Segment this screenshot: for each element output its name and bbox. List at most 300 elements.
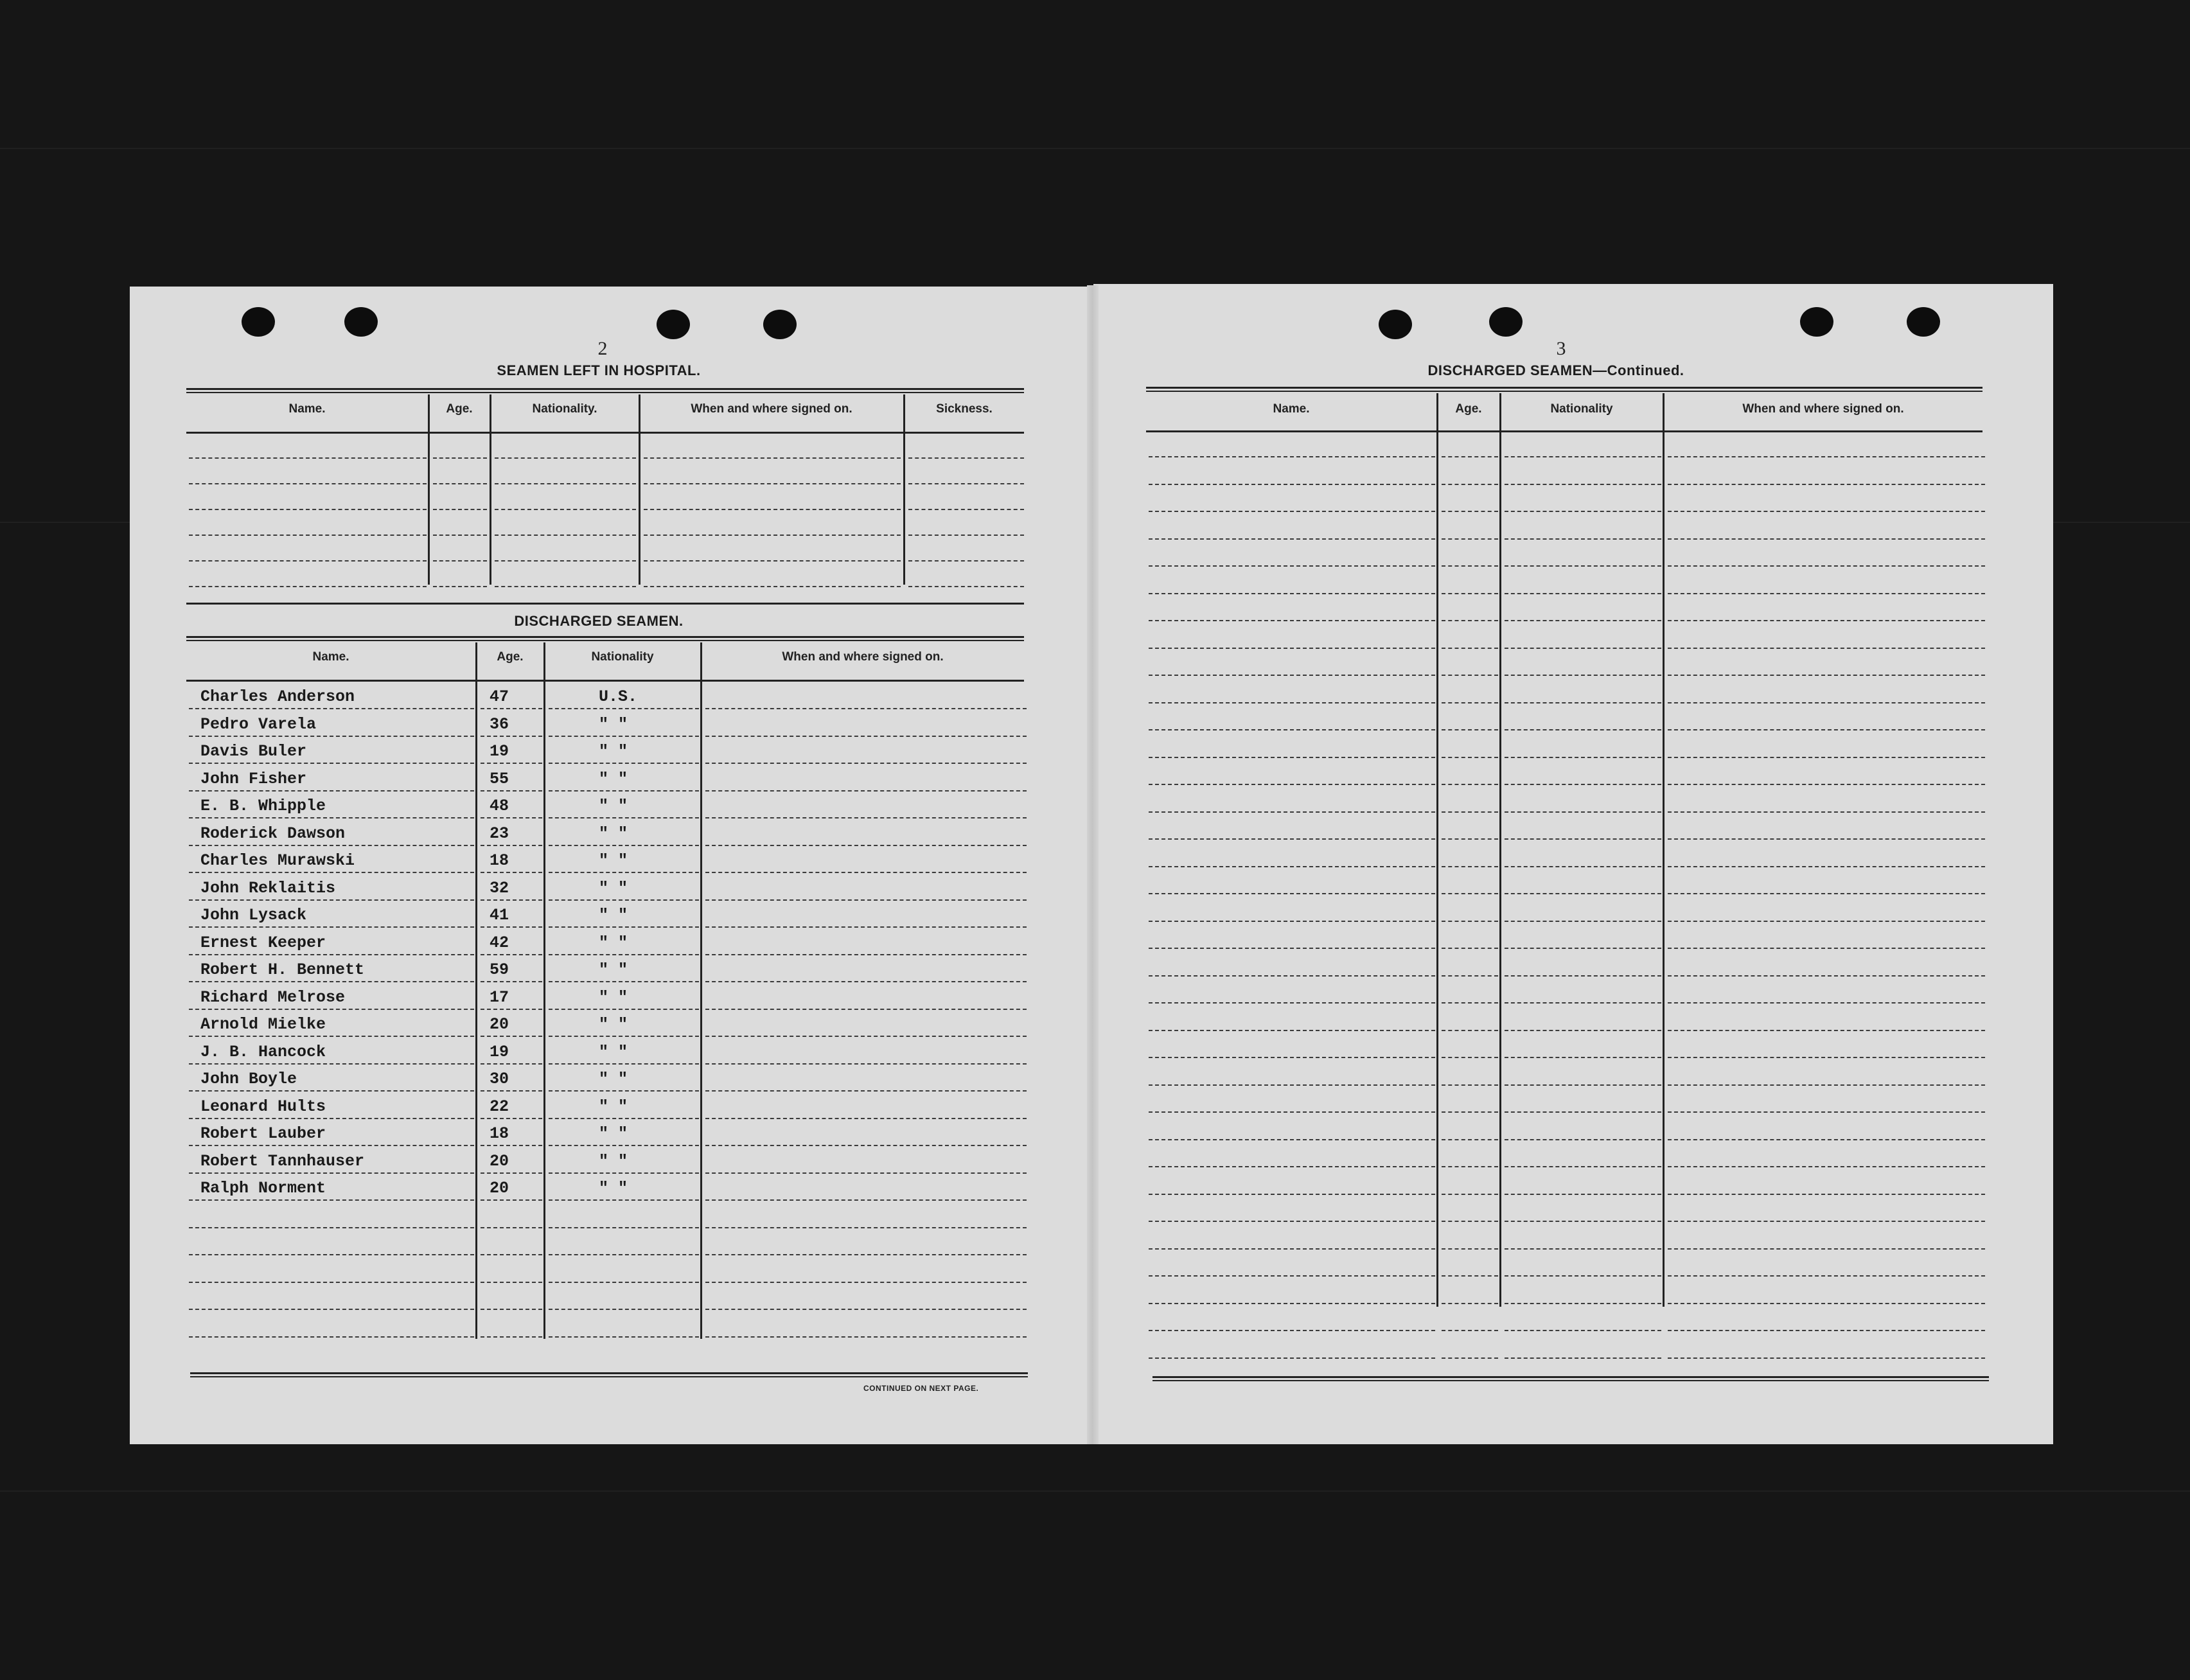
ruled-line [1442, 1111, 1498, 1113]
ruled-line [1505, 1194, 1661, 1195]
ruled-line [1149, 675, 1435, 676]
ruled-line [481, 1145, 542, 1146]
ruled-line [1149, 811, 1435, 813]
table-row [130, 958, 1029, 984]
ruled-line [705, 981, 1027, 982]
seaman-nationality: " " [599, 1151, 628, 1171]
ruled-line [1668, 456, 1985, 457]
ruled-line [1505, 484, 1661, 485]
ruled-line [908, 483, 1024, 484]
ruled-line [549, 845, 699, 846]
ruled-line [189, 535, 427, 536]
ruled-line [705, 1172, 1027, 1174]
ruled-line [481, 736, 542, 737]
ruled-line [189, 1036, 474, 1037]
ruled-line [549, 1336, 699, 1338]
ruled-line [1668, 511, 1985, 512]
ruled-line [1149, 456, 1435, 457]
ruled-line [189, 763, 474, 764]
ruled-line [189, 1145, 474, 1146]
ruled-line [1149, 565, 1435, 567]
ruled-line [481, 1172, 542, 1174]
ruled-line [1668, 1194, 1985, 1195]
ruled-line [481, 981, 542, 982]
ruled-line [189, 586, 427, 587]
ruled-line [549, 1282, 699, 1283]
ruled-line [1505, 1357, 1661, 1359]
ruled-line [549, 1227, 699, 1228]
ruled-line [908, 586, 1024, 587]
col-name: Name. [1273, 402, 1310, 416]
seaman-name: Roderick Dawson [200, 824, 346, 843]
ruled-line [1505, 866, 1661, 867]
ruled-line [1505, 1111, 1661, 1113]
ruled-line [1505, 593, 1661, 594]
table-row [130, 931, 1029, 957]
ruled-line [705, 1090, 1027, 1092]
ruled-line [1149, 1330, 1435, 1331]
ruled-line [705, 899, 1027, 901]
ruled-line [1149, 1139, 1435, 1140]
ruled-line [1442, 593, 1498, 594]
ruled-line [1505, 1303, 1661, 1304]
ruled-line [1668, 593, 1985, 594]
ruled-line [1505, 811, 1661, 813]
ruled-line [433, 535, 487, 536]
seaman-age: 17 [490, 987, 509, 1007]
ruled-line [549, 899, 699, 901]
ruled-line [1149, 1303, 1435, 1304]
ruled-line [1149, 1248, 1435, 1250]
ruled-line [481, 954, 542, 955]
ruled-line [1149, 1194, 1435, 1195]
ruled-line [1149, 538, 1435, 540]
ruled-line [1442, 1248, 1498, 1250]
ruled-line [1149, 1030, 1435, 1031]
table-row [130, 1095, 1029, 1120]
ruled-line [644, 457, 901, 459]
ruled-line [433, 483, 487, 484]
ruled-line [189, 457, 427, 459]
ruled-line [1149, 511, 1435, 512]
seaman-age: 41 [490, 906, 509, 924]
punch-hole [344, 307, 378, 337]
ruled-line [1668, 538, 1985, 540]
seaman-age: 42 [490, 933, 509, 952]
ruled-line [705, 1309, 1027, 1310]
punch-hole [1489, 307, 1523, 337]
seaman-age: 23 [490, 824, 509, 843]
ruled-line [1442, 811, 1498, 813]
ruled-line [1505, 1166, 1661, 1167]
col-signed-on: When and where signed on. [782, 650, 944, 664]
ruled-line [481, 817, 542, 818]
ruled-line [481, 1254, 542, 1255]
book-fold [1087, 285, 1099, 1444]
ruled-line [1668, 729, 1985, 730]
col-sickness: Sickness. [936, 402, 993, 416]
ruled-line [1149, 1166, 1435, 1167]
seaman-age: 47 [490, 687, 509, 706]
ruled-line [1505, 1139, 1661, 1140]
ruled-line [1505, 784, 1661, 785]
ruled-line [1442, 893, 1498, 894]
ruled-line [1442, 1221, 1498, 1222]
ruled-line [189, 954, 474, 955]
ruled-line [1149, 838, 1435, 840]
ruled-line [1668, 565, 1985, 567]
punch-hole [1907, 307, 1940, 337]
ruled-line [481, 1282, 542, 1283]
col-nationality: Nationality [591, 650, 654, 664]
ruled-line [644, 586, 901, 587]
ruled-line [1149, 921, 1435, 922]
ruled-line [705, 1063, 1027, 1065]
seaman-nationality: " " [599, 851, 628, 870]
ruled-line [549, 736, 699, 737]
ruled-line [644, 535, 901, 536]
ruled-line [1149, 1002, 1435, 1004]
ruled-line [549, 926, 699, 928]
ruled-line [1442, 1139, 1498, 1140]
punch-hole [242, 307, 275, 337]
ruled-line [705, 1254, 1027, 1255]
ruled-line [1442, 511, 1498, 512]
ruled-line [1442, 921, 1498, 922]
ruled-line [1505, 1330, 1661, 1331]
discharged-continued-title: DISCHARGED SEAMEN—Continued. [1427, 362, 1684, 378]
ruled-line [1668, 1057, 1985, 1058]
ruled-line [1442, 648, 1498, 649]
ruled-line [549, 1009, 699, 1010]
ruled-line [549, 817, 699, 818]
ruled-line [189, 1254, 474, 1255]
ruled-line [481, 1009, 542, 1010]
ruled-line [1442, 565, 1498, 567]
ruled-line [705, 1036, 1027, 1037]
ruled-line [481, 1118, 542, 1119]
ruled-line [1442, 1194, 1498, 1195]
table-row [130, 767, 1029, 793]
seaman-nationality: " " [599, 742, 628, 761]
ruled-line [481, 1336, 542, 1338]
seaman-age: 20 [490, 1015, 509, 1034]
seaman-age: 19 [490, 1042, 509, 1061]
ruled-line [1668, 757, 1985, 758]
ruled-line [1668, 1002, 1985, 1004]
ruled-line [1505, 538, 1661, 540]
ruled-line [705, 1227, 1027, 1228]
ruled-line [1668, 921, 1985, 922]
ruled-line [1505, 757, 1661, 758]
ruled-line [481, 1063, 542, 1065]
ruled-line [1149, 1111, 1435, 1113]
ruled-line [1668, 975, 1985, 977]
ruled-line [908, 457, 1024, 459]
table-row [130, 986, 1029, 1011]
ruled-line [1668, 1111, 1985, 1113]
ruled-line [481, 1309, 542, 1310]
ruled-line [189, 1336, 474, 1338]
ruled-line [705, 1145, 1027, 1146]
seaman-name: Charles Murawski [200, 851, 355, 870]
ruled-line [1668, 1357, 1985, 1359]
table-row [130, 822, 1029, 847]
ruled-line [1442, 1084, 1498, 1086]
col-nationality: Nationality [1550, 402, 1613, 416]
seaman-name: Ralph Norment [200, 1179, 326, 1198]
ruled-line [1505, 511, 1661, 512]
ruled-line [189, 872, 474, 873]
seaman-nationality: " " [599, 1179, 628, 1198]
ruled-line [1668, 1330, 1985, 1331]
table-row [130, 1067, 1029, 1093]
seaman-nationality: " " [599, 987, 628, 1007]
ruled-line [549, 1309, 699, 1310]
table-row [130, 1149, 1029, 1175]
ruled-line [1505, 1248, 1661, 1250]
ruled-line [1149, 1357, 1435, 1359]
table-row [130, 685, 1029, 711]
table-row [130, 1040, 1029, 1066]
ruled-line [1668, 1275, 1985, 1277]
seaman-age: 36 [490, 714, 509, 734]
ruled-line [1668, 1166, 1985, 1167]
ruled-line [1505, 948, 1661, 949]
ruled-line [908, 535, 1024, 536]
ruled-line [1668, 1248, 1985, 1250]
ruled-line [549, 1090, 699, 1092]
ruled-line [495, 483, 636, 484]
ruled-line [549, 954, 699, 955]
ruled-line [189, 1063, 474, 1065]
ruled-line [549, 763, 699, 764]
ruled-line [1149, 1057, 1435, 1058]
seaman-name: Richard Melrose [200, 987, 346, 1007]
punch-hole [763, 310, 797, 339]
ruled-line [1668, 648, 1985, 649]
seaman-age: 22 [490, 1097, 509, 1116]
ruled-line [1149, 866, 1435, 867]
ruled-line [189, 1009, 474, 1010]
ruled-line [705, 1199, 1027, 1201]
ruled-line [189, 845, 474, 846]
seaman-nationality: " " [599, 960, 628, 979]
ruled-line [1442, 538, 1498, 540]
ruled-line [1505, 456, 1661, 457]
ruled-line [481, 763, 542, 764]
ruled-line [1149, 484, 1435, 485]
ruled-line [189, 1172, 474, 1174]
seaman-name: Pedro Varela [200, 714, 317, 734]
ruled-line [1442, 784, 1498, 785]
ruled-line [549, 1199, 699, 1201]
ruled-line [1149, 702, 1435, 703]
ruled-line [1149, 593, 1435, 594]
ruled-line [1149, 648, 1435, 649]
ruled-line [549, 790, 699, 791]
ruled-line [549, 1145, 699, 1146]
ruled-line [1442, 620, 1498, 621]
punch-hole [657, 310, 690, 339]
ruled-line [1505, 729, 1661, 730]
punch-hole [1379, 310, 1412, 339]
table-row [130, 1122, 1029, 1147]
ruled-line [1149, 784, 1435, 785]
seaman-age: 20 [490, 1179, 509, 1198]
ruled-line [644, 509, 901, 510]
ruled-line [1149, 893, 1435, 894]
ruled-line [1668, 1030, 1985, 1031]
ruled-line [1149, 620, 1435, 621]
ruled-line [1505, 1030, 1661, 1031]
ruled-line [1668, 1139, 1985, 1140]
ruled-line [644, 483, 901, 484]
ruled-line [495, 535, 636, 536]
ruled-line [705, 790, 1027, 791]
ruled-line [481, 1090, 542, 1092]
right-page [1093, 284, 2053, 1444]
ruled-line [1149, 1221, 1435, 1222]
punch-hole [1800, 307, 1833, 337]
page-number: 2 [597, 338, 608, 359]
seaman-nationality: " " [599, 714, 628, 734]
seaman-name: Robert Lauber [200, 1124, 326, 1143]
discharged-title: DISCHARGED SEAMEN. [514, 613, 684, 629]
ruled-line [1668, 1303, 1985, 1304]
col-age: Age. [497, 650, 524, 664]
ruled-line [705, 708, 1027, 709]
col-name: Name. [288, 402, 326, 416]
ruled-line [495, 586, 636, 587]
ruled-line [1149, 1275, 1435, 1277]
ruled-line [481, 1227, 542, 1228]
ruled-line [189, 560, 427, 561]
ruled-line [189, 1090, 474, 1092]
ruled-line [189, 1118, 474, 1119]
ruled-line [1668, 484, 1985, 485]
ruled-line [189, 1199, 474, 1201]
ruled-line [481, 899, 542, 901]
col-name: Name. [312, 650, 349, 664]
ruled-line [549, 1172, 699, 1174]
ruled-line [1505, 1057, 1661, 1058]
ruled-line [481, 708, 542, 709]
ruled-line [644, 560, 901, 561]
ruled-line [1442, 1166, 1498, 1167]
ruled-line [705, 1118, 1027, 1119]
ruled-line [1442, 702, 1498, 703]
col-age: Age. [1455, 402, 1482, 416]
seaman-age: 19 [490, 742, 509, 761]
ruled-line [1442, 975, 1498, 977]
ruled-line [1149, 948, 1435, 949]
ruled-line [1668, 948, 1985, 949]
table-row [130, 739, 1029, 765]
ruled-line [481, 872, 542, 873]
ruled-line [1149, 757, 1435, 758]
ruled-line [1668, 893, 1985, 894]
ruled-line [705, 763, 1027, 764]
ruled-line [1442, 675, 1498, 676]
ruled-line [1149, 1084, 1435, 1086]
ruled-line [189, 926, 474, 928]
table-row [130, 712, 1029, 738]
ruled-line [1505, 620, 1661, 621]
ruled-line [705, 1282, 1027, 1283]
seaman-name: J. B. Hancock [200, 1042, 326, 1061]
ruled-line [1505, 702, 1661, 703]
ruled-line [1505, 675, 1661, 676]
ruled-line [1442, 1303, 1498, 1304]
ruled-line [189, 483, 427, 484]
seaman-name: John Fisher [200, 769, 307, 788]
table-row [130, 794, 1029, 820]
seaman-name: Charles Anderson [200, 687, 355, 706]
ruled-line [549, 1118, 699, 1119]
seaman-name: John Boyle [200, 1070, 297, 1088]
ruled-line [1668, 675, 1985, 676]
ruled-line [495, 560, 636, 561]
ruled-line [1505, 565, 1661, 567]
ruled-line [1505, 1221, 1661, 1222]
ruled-line [1442, 757, 1498, 758]
ruled-line [705, 1009, 1027, 1010]
ruled-line [189, 899, 474, 901]
col-nationality: Nationality. [532, 402, 597, 416]
seaman-age: 18 [490, 1124, 509, 1143]
ruled-line [1149, 975, 1435, 977]
table-row [130, 903, 1029, 929]
ruled-line [1149, 729, 1435, 730]
ruled-line [1668, 811, 1985, 813]
ruled-line [495, 457, 636, 459]
seaman-name: Arnold Mielke [200, 1015, 326, 1034]
ruled-line [549, 1036, 699, 1037]
ruled-line [1442, 1057, 1498, 1058]
ruled-line [189, 817, 474, 818]
ruled-line [908, 509, 1024, 510]
ruled-line [1442, 1002, 1498, 1004]
ruled-line [549, 1254, 699, 1255]
ruled-line [1505, 975, 1661, 977]
ruled-line [189, 1227, 474, 1228]
ruled-line [189, 790, 474, 791]
ruled-line [433, 509, 487, 510]
ruled-line [189, 736, 474, 737]
seaman-name: Leonard Hults [200, 1097, 326, 1116]
ruled-line [1668, 866, 1985, 867]
ruled-line [549, 981, 699, 982]
seaman-name: Robert H. Bennett [200, 960, 365, 979]
seaman-name: Davis Buler [200, 742, 307, 761]
seaman-age: 20 [490, 1151, 509, 1171]
left-page [130, 287, 1095, 1444]
seaman-nationality: " " [599, 1124, 628, 1143]
seaman-nationality: " " [599, 1097, 628, 1116]
col-signed-on: When and where signed on. [691, 402, 852, 416]
ruled-line [1668, 1221, 1985, 1222]
continued-note: CONTINUED ON NEXT PAGE. [863, 1384, 979, 1393]
ruled-line [1442, 484, 1498, 485]
seaman-name: John Lysack [200, 906, 307, 924]
col-signed-on: When and where signed on. [1742, 402, 1904, 416]
table-row [130, 1176, 1029, 1202]
seaman-nationality: " " [599, 1070, 628, 1088]
seaman-nationality: " " [599, 1015, 628, 1034]
ruled-line [705, 817, 1027, 818]
table-row [130, 1012, 1029, 1038]
